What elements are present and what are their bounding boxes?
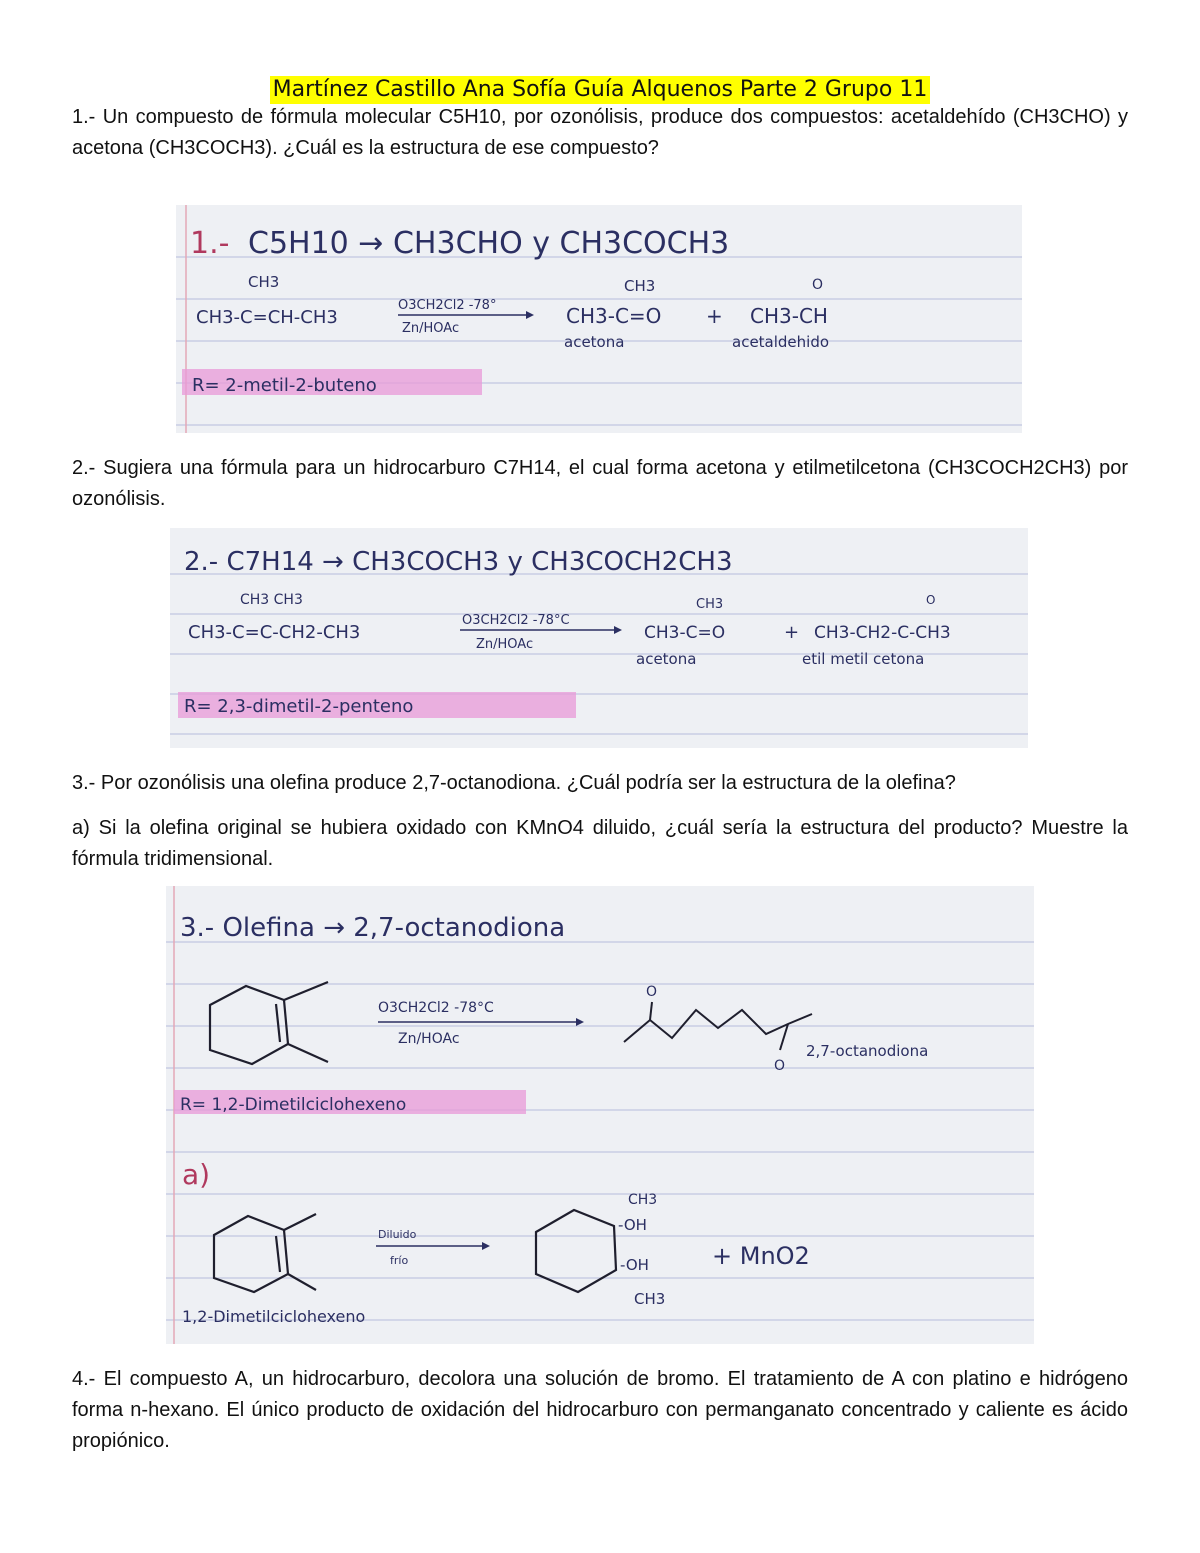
carbonyl-bond-top [650, 1002, 652, 1020]
note-3-arrow-head [576, 1018, 584, 1026]
methyl-bond-bottom-a [288, 1274, 316, 1290]
note-1-label1: acetona [564, 333, 625, 351]
note-2-product1: CH3-C=O [644, 623, 726, 643]
note-3-o-bottom: O [774, 1058, 786, 1074]
note-3-arrow-a-head [482, 1242, 490, 1250]
note-1-plus: + [706, 304, 723, 328]
note-1-label2: acetaldehido [732, 333, 830, 351]
note-3-reagent-bottom: Zn/HOAc [398, 1031, 460, 1047]
title-wrap [0, 76, 1200, 104]
note-3-oh-top: -OH [618, 1216, 647, 1234]
note-2-label2: etil metil cetona [802, 650, 925, 668]
note-1-product1-branch: CH3 [624, 277, 656, 295]
note-3-ch3-top: CH3 [628, 1192, 658, 1208]
note-3-label-a: 1,2-Dimetilciclohexeno [182, 1307, 366, 1326]
note-3-reagent-a-bottom: frío [390, 1254, 409, 1267]
note-3-ch3-bottom: CH3 [634, 1290, 666, 1308]
note-3-svg [166, 886, 1034, 1344]
question-4: 4.- El compuesto A, un hidrocarburo, decolora una solución de bromo. El tratamiento de A con platino e hidrógeno forma n-hexano. El único producto de oxidación del hidrocarburo con permanganato concentrado y caliente es ácido propiónico. [72, 1368, 1128, 1452]
handwritten-note-3 [166, 886, 1034, 1344]
note-2-label1: acetona [636, 650, 697, 668]
note-1-branch: CH3 [248, 273, 280, 291]
note-1-answer: R= 2-metil-2-buteno [192, 375, 377, 396]
note-2-product2-o: O [926, 593, 936, 607]
note-3-o-top: O [646, 984, 658, 1000]
question-2: 2.- Sugiera una fórmula para un hidrocarburo C7H14, el cual forma acetona y etilmetilcetona (CH3COCH2CH3) por ozonólisis. [72, 457, 1128, 510]
note-3-oh-bottom: -OH [620, 1256, 649, 1274]
question-3a: a) Si la olefina original se hubiera oxidado con KMnO4 diluido, ¿cuál sería la estructura del producto? Muestre la fórmula tridimensional. [72, 817, 1128, 870]
handwritten-note-2 [170, 528, 1028, 748]
note-2-plus: + [784, 622, 800, 643]
note-3-byproduct: + MnO2 [712, 1242, 810, 1270]
question-1: 1.- Un compuesto de fórmula molecular C5H10, por ozonólisis, produce dos compuestos: acetaldehído (CH3CHO) y acetona (CH3COCH3). ¿Cuál es la estructura de ese compuesto? [72, 106, 1128, 159]
note-1-reagent-top: O3CH2Cl2 -78° [398, 298, 497, 313]
note-2-product1-branch: CH3 [696, 597, 724, 612]
note-1-reactant: CH3-C=CH-CH3 [196, 307, 338, 328]
note-3-part-a: a) [182, 1158, 211, 1191]
note-1-arrow-head [526, 311, 534, 319]
note-3-product-label: 2,7-octanodiona [806, 1042, 929, 1060]
note-3-reagent-a-top: Diluido [378, 1228, 417, 1241]
note-2-reactant: CH3-C=C-CH2-CH3 [188, 622, 361, 643]
note-2-heading: 2.- C7H14 → CH3COCH3 y CH3COCH2CH3 [184, 547, 733, 577]
question-3: 3.- Por ozonólisis una olefina produce 2,7-octanodiona. ¿Cuál podría ser la estructura de la olefina? [72, 772, 956, 794]
note-2-arrow-head [614, 626, 622, 634]
note-1-product2-o: O [812, 277, 824, 293]
note-3-heading: 3.- Olefina → 2,7-octanodiona [180, 913, 566, 943]
cyclohexanediol-ring [536, 1210, 616, 1292]
note-2-svg [170, 528, 1028, 748]
cyclohexene-ring [210, 986, 288, 1064]
note-2-product2: CH3-CH2-C-CH3 [814, 623, 951, 643]
note-1-product2: CH3-CH [750, 304, 828, 328]
methyl-bond-bottom [288, 1044, 328, 1062]
double-bond-line-a [276, 1236, 280, 1272]
note-1-reagent-bottom: Zn/HOAc [402, 321, 460, 336]
note-1-product1: CH3-C=O [566, 304, 662, 328]
note-2-reagent-top: O3CH2Cl2 -78°C [462, 613, 570, 628]
handwritten-note-1 [176, 205, 1022, 433]
note-3-answer: R= 1,2-Dimetilciclohexeno [180, 1095, 407, 1115]
double-bond-line [276, 1004, 280, 1042]
note-1-heading-num: 1.- [190, 226, 230, 261]
note-2-answer: R= 2,3-dimetil-2-penteno [184, 696, 414, 717]
page-title: Martínez Castillo Ana Sofía Guía Alquenos Parte 2 Grupo 11 [270, 76, 931, 104]
methyl-bond-top-a [284, 1214, 316, 1230]
note-2-reagent-bottom: Zn/HOAc [476, 637, 534, 652]
note-1-svg [176, 205, 1022, 433]
note-1-heading: C5H10 → CH3CHO y CH3COCH3 [248, 226, 730, 261]
note-2-branches: CH3 CH3 [240, 592, 303, 608]
note-3-reagent-top: O3CH2Cl2 -78°C [378, 1000, 494, 1016]
